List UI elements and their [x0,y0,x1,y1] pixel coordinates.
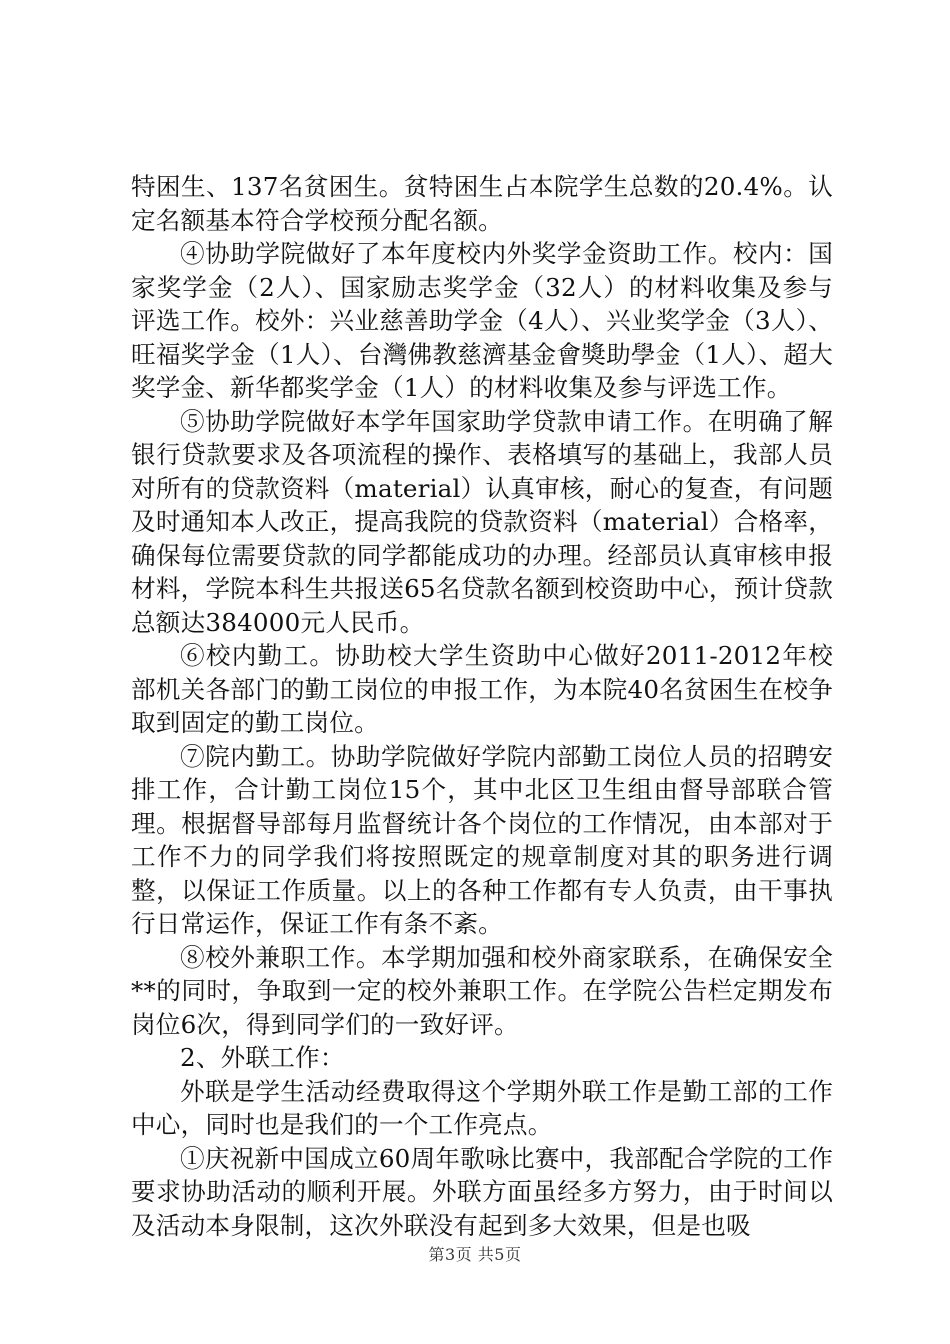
paragraph-4: ⑥校内勤工。协助校大学生资助中心做好2011-2012年校部机关各部门的勤工岗位的申报工作，为本院40名贫困生在校争取到固定的勤工岗位。 [131,641,833,737]
document-body [131,170,833,1242]
page-number-footer: 第3页 共5页 [428,1245,522,1264]
paragraph-6: ⑧校外兼职工作。本学期加强和校外商家联系，在确保安全**的同时，争取到一定的校外兼职工作。在学院公告栏定期发布岗位6次，得到同学们的一致好评。 [131,942,833,1039]
paragraph-3: ⑤协助学院做好本学年国家助学贷款申请工作。在明确了解银行贷款要求及各项流程的操作、表格填写的基础上，我部人员对所有的贷款资料（material）认真审核，耐心的复查，有问题及时通知本人改正，提高我院的贷款资料（material）合格率，确保每位需要贷款的同学都能成功的办理。经部员认真审核申报材料，学院本科生共报送65名贷款名额到校资助中心，预计贷款总额达384000元人民币。 [131,406,833,637]
section-heading-outreach: 2、外联工作： [180,1043,345,1072]
paragraph-2: ④协助学院做好了本年度校内外奖学金资助工作。校内：国家奖学金（2人）、国家励志奖学金（32人）的材料收集及参与评选工作。校外：兴业慈善助学金（4人）、兴业奖学金（3人）、旺福奖学金（1人）、台灣佛教慈濟基金會獎助學金（1人）、超大奖学金、新华都奖学金（1人）的材料收集及参与评选工作。 [131,239,833,402]
paragraph-7: 外联是学生活动经费取得这个学期外联工作是勤工部的工作中心，同时也是我们的一个工作亮点。 [131,1076,833,1139]
paragraph-8: ①庆祝新中国成立60周年歌咏比赛中，我部配合学院的工作要求协助活动的顺利开展。外联方面虽经多方努力，由于时间以及活动本身限制，这次外联没有起到多大效果，但是也吸 [131,1143,833,1240]
paragraph-1: 特困生、137名贫困生。贫特困生占本院学生总数的20.4%。认定名额基本符合学校预分配名额。 [131,172,833,235]
paragraph-5: ⑦院内勤工。协助学院做好学院内部勤工岗位人员的招聘安排工作，合计勤工岗位15个，其中北区卫生组由督导部联合管理。根据督导部每月监督统计各个岗位的工作情况，由本部对于工作不力的同学我们将按照既定的规章制度对其的职务进行调整，以保证工作质量。以上的各种工作都有专人负责，由干事执行日常运作，保证工作有条不紊。 [131,741,833,938]
